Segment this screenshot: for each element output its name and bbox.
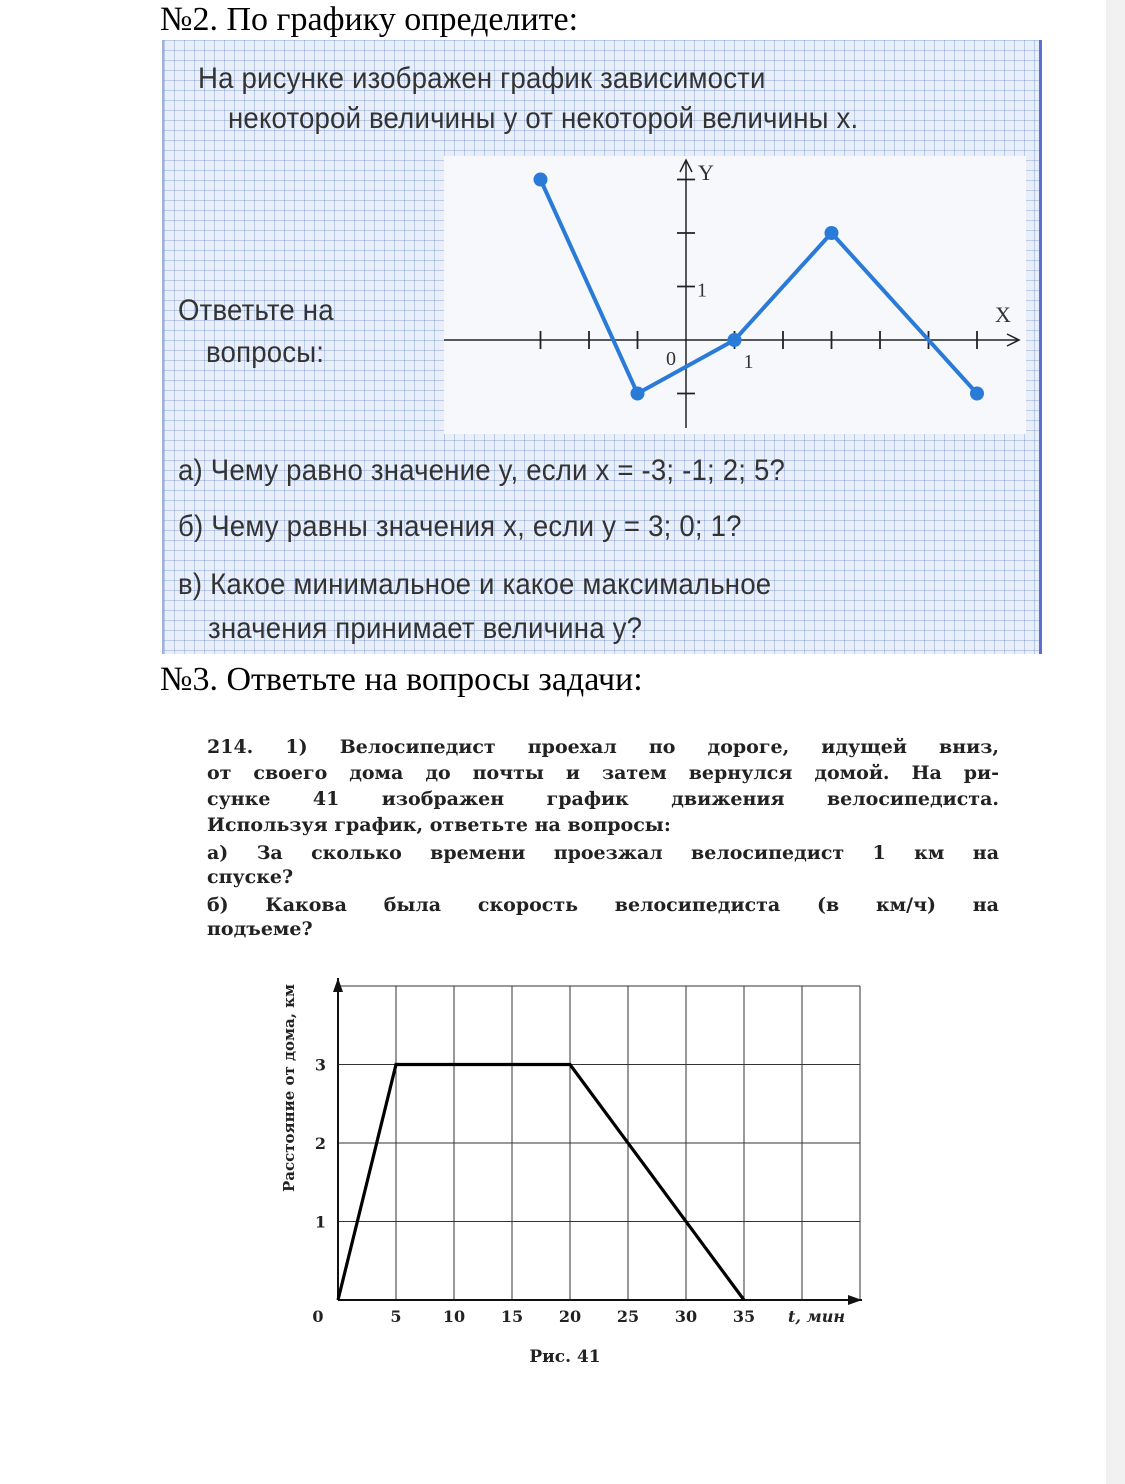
x-tick-label: 35	[732, 1307, 756, 1326]
x-tick-label: 30	[674, 1307, 698, 1326]
data-point	[970, 387, 984, 401]
y-tick-label: 1	[314, 1212, 326, 1232]
x-tick-label: 0	[312, 1307, 324, 1326]
task2-question-c-line2: значения принимает величина y?	[208, 612, 643, 645]
task3-block	[162, 706, 1042, 1366]
task2-question-a: а) Чему равно значение y, если x = -3; -1; 2; 5?	[178, 454, 786, 487]
task2-answer-prompt-line1: Ответьте на	[178, 294, 334, 327]
y-axis-label: Y	[698, 160, 714, 185]
task2-panel	[162, 40, 1042, 654]
data-point	[631, 387, 645, 401]
task2-question-b: б) Чему равны значения x, если y = 3; 0; 1?	[178, 510, 742, 543]
y-axis-arrow	[333, 978, 343, 992]
task2-graph	[444, 156, 1026, 434]
task2-intro-line2: некоторой величины y от некоторой величины x.	[228, 102, 859, 135]
x-axis-label: t, мин	[788, 1307, 846, 1326]
task3-question-a: а) За сколько времени проезжал велосипедист 1 км на	[207, 842, 999, 864]
task2-intro-line1: На рисунке изображен график зависимости	[198, 62, 766, 95]
data-point	[534, 173, 548, 187]
x-tick-label: 20	[558, 1307, 582, 1326]
x-axis-label: X	[995, 302, 1011, 327]
task3-heading: №3. Ответьте на вопросы задачи:	[160, 661, 643, 698]
data-point	[728, 333, 742, 347]
task3-problem-line: Используя график, ответьте на вопросы:	[207, 814, 671, 836]
task2-question-c-line1: в) Какое минимальное и какое максимальное	[178, 568, 772, 601]
y-tick-label: 2	[314, 1134, 326, 1153]
task3-question-b: б) Какова была скорость велосипедиста (в км/ч) на	[207, 894, 999, 916]
y-axis-label: Расстояние от дома, км	[280, 983, 298, 1193]
task3-graph-svg	[162, 706, 1042, 1366]
task3-problem-line: сунке 41 изображен график движения велосипедиста.	[207, 788, 999, 810]
data-point	[825, 226, 839, 240]
y-tick-label: 3	[314, 1055, 326, 1075]
page-side-margin	[1106, 0, 1125, 1484]
task3-problem-line: от своего дома до почты и затем вернулся домой. На ри-	[207, 762, 999, 784]
x-unit-label: 1	[743, 351, 754, 373]
x-tick-label: 5	[390, 1307, 402, 1326]
origin-label: 0	[666, 348, 676, 370]
figure-caption: Рис. 41	[529, 1347, 601, 1366]
series-line	[338, 1065, 744, 1301]
task2-heading: №2. По графику определите:	[160, 1, 579, 38]
x-tick-label: 15	[500, 1307, 524, 1326]
task3-question-a-end: спуске?	[207, 866, 294, 888]
x-tick-label: 25	[616, 1307, 640, 1326]
series-line	[541, 180, 978, 394]
task3-problem-line: 214. 1) Велосипедист проехал по дороге, идущей вниз,	[207, 736, 999, 758]
y-unit-label: 1	[697, 279, 707, 302]
x-tick-label: 10	[442, 1307, 466, 1326]
task2-graph-svg	[444, 156, 1026, 434]
task3-question-b-end: подъеме?	[207, 918, 313, 940]
task2-answer-prompt-line2: вопросы:	[206, 336, 325, 369]
